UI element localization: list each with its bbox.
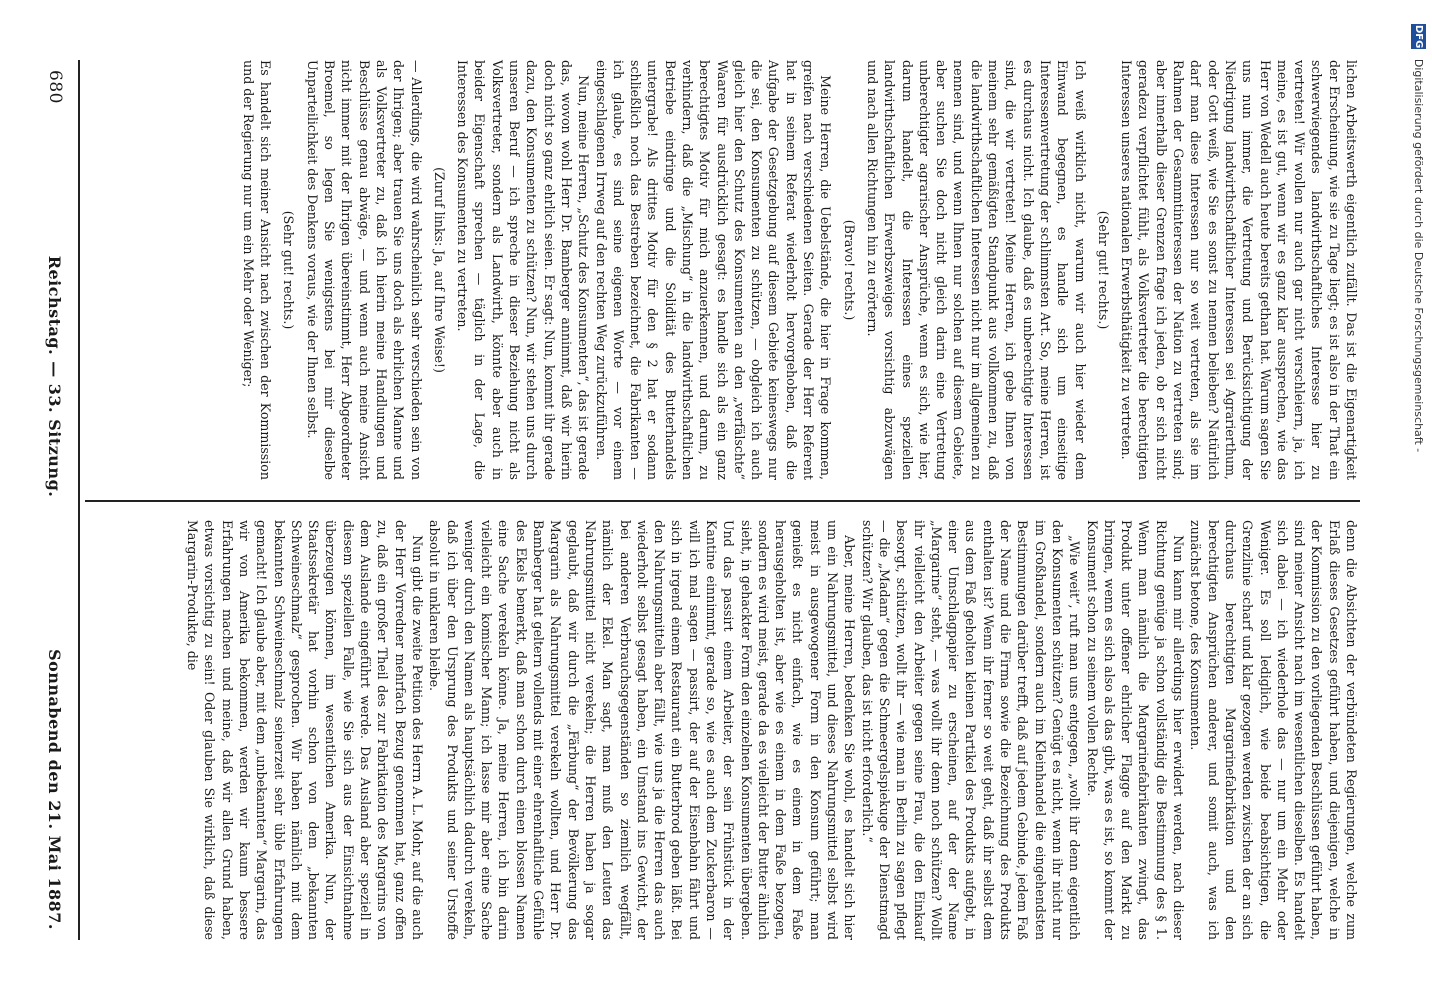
paragraph: Ich weiß wirklich nicht, warum wir auch hier wieder dem Einwand begegnen, es handle sich um einseitige Interessenvertretung der schlimmsten Art. So, meine Herren, ist es durchaus nicht. Ich glaube, daß es unberechtigte Interessen sind, die wir vertreten! Meine Herren, ich gebe Ihnen von meinem sehr gemäßigten Standpunkt aus vollkommen zu, daß die landwirthschaftlichen Interessen nicht nur im allgemeinen zu nennen sind, und wenn Ihnen nur solchen auf diesem Gebiete, aber suchen Sie doch nicht gleich darin eine Vertretung unberechtigter agrarischer Ansprüche, wenn es sich, wie hier, darum handelt, die Interessen eines speziellen landwirthschaftlichen Erwerbszweiges vorsichtig abzuwägen und nach allen Richtungen hin zu erörtern. [864, 60, 1088, 480]
page-number: 680 [45, 70, 65, 104]
paragraph: Aber, meine Herren, bedenken Sie wohl, es handelt sich hier um ein Nahrungsmittel, und dieses Nahrungsmittel selbst wird meist in ausgewogener Form in den Konsum geführt; man genießt es nicht einfach, wie es einem in dem Faße herausgeholten ist, aber wie es einem in dem Faße bezogen, sondern es wird meist, gerade da es vielleicht der Butter ähnlich sieht, in gehackter Form den einzelnen Konsumenten übergeben. Und das passirt einem Arbeiter, der sein Frühstück in der Kantine einnimmt, gerade so, wie es auch dem Zuckerbaron — will ich mal sagen — passirt, der auf der Eisenbahn fährt und sich in irgend einem Restaurant ein Butterbrod geben läßt. Bei den Nahrungsmitteln aber fällt, wie uns ja die Herren das auch wiederholt selbst gesagt haben, ein Umstand ins Gewicht, der bei anderen Verbrauchsgegenständen so ziemlich wegfällt, nämlich der Ekel. Man sagt, man muß den Leuten das Nahrungsmittel nicht verekeln; die Herren haben ja sogar geglaubt, daß wir durch die „Färbung“ der Bevölkerung das Margarin als Nahrungsmittel verekeln wollten, und Herr Dr. Bamberger hat geltern vollends mit einer ehrenhaftliche Gefühle des Ekels bemerkt, daß man schon durch einen blossen Namen eine Sache verekeln könne. Ja, meine Herren, ich bin darin vielleicht ein komischer Mann; ich lasse mir aber eine Sache weniger durch den Namen als hauptsächlich dadurch verekeln, daß ich über den Ursprung des Produkts und seiner Urstoffe absolut in unklaren bleibe. [427, 520, 858, 940]
column-divider [85, 500, 1360, 502]
left-column [90, 60, 1360, 480]
digitization-credit [1411, 24, 1426, 452]
running-header [40, 70, 70, 930]
paragraph: Nun gibt die zweite Petition des Herrn A. L. Mohr, auf die auch der Herr Vorredner mehrfach Bezug genommen hat, ganz offen zu, daß ein großer Theil des zur Fabrikation des Margarins von dem Auslande eingeführt werde. Das Ausland aber speziell in diesem speziellen Falle, wie Sie sich aus der Einsichtnahme überzeugen können, im wesentlichen Amerika. Nun, der Staatssekretär hat vorhin schon von dem „bekannten Schweineschmalz“ gesprochen. Wir haben nämlich mit dem bekannten Schweineschmalz seinerzeit sehr üble Erfahrungen gemacht! Ich glaube aber, mit dem „unbekannten“ Margarin, das wir von Amerika bekommen, werden wir kaum bessere Erfahrungen machen und meine, daß wir allen Grund haben, etwas vorsichtig zu sein! Oder glauben Sie wirklich, daß diese Margarin-Produkte, die [185, 520, 425, 940]
interjection: (Zuruf links: Ja, auf Ihre Weise!) [431, 167, 447, 373]
interjection: (Bravo! rechts.) [841, 219, 857, 321]
credit-text: Digitalisierung gefördert durch die Deutsche Forschungsgemeinschaft - [1412, 58, 1425, 453]
paragraph: Meine Herren, die Uebelstände, die hier in Frage kommen, greifen nach verschiedenen Seiten. Gerade der Herr Referent hat in seinem Referat wiederholt hervorgehoben, daß die Aufgabe der Gesetzgebung auf diesem Gebiete keineswegs nur die sei, den Konsumenten zu schützen, — obgleich ich auch gleich hier den Schutz des Konsumenten an den „verfälschte“ Waaren für ausdrücklich gesagt: es handle sich als ein ganz berechtigtes Motiv für mich anzuerkennen, und darum, zu verhindern, daß die „Mischung“ in die landwirthschaftlichen Betriebe eindringe und die Solidität des Butterhandels untergrabe! Als drittes Motiv für den § 2 hat er sodann schließlich noch das Bestreben bezeichnet, die Fabrikanten — ich glaube, es sind seine eigenen Worte — vor einem eingeschlagenen Irrweg auf den rechten Weg zurückzuführen. [593, 60, 834, 480]
paragraph: denn die Absichten der verbündeten Regierungen, welche zum Erlaß dieses Gesetzes geführt haben, und diejenigen, welche in der Kommission zu den vorliegenden Beschlüssen geführt haben, sind meiner Ansicht nach im wesentlichen dieselben. Es handelt sich dabei — ich wiederhole das — nur um ein Mehr oder Weniger. Es soll lediglich, wie beide beabsichtigen, die Grenzlinie scharf und klar gezogen werden zwischen der an sich durchaus berechtigten Margarinefabrikation und den berechtigten Ansprüchen anderer, und somit auch, was ich zunächst betone, des Konsumenten. [1188, 520, 1359, 940]
paragraph: Nun, meine Herren, „Schutz des Konsumenten“, das ist gerade das, wovon wohl Herr Dr. Bamberger annimmt, daß wir hierin doch nicht so ganz ehrlich seien. Er sagt: Nun, kommt ihr gerade dazu, den Konsumenten zu schützen? Nun, wir stehen uns durch unseren Beruf — ich spreche in dieser Beziehung nicht als Volksvertreter, sondern als Landwirth, könnte aber auch in beider Eigenschaft sprechen — täglich in der Lage, die Interessen des Konsumenten zu vertreten. [455, 60, 592, 480]
running-title-right: Sonnabend den 21. Mai 1887. [45, 649, 65, 930]
header-rule [78, 60, 80, 940]
paragraph: „Wie weit“, ruft man uns entgegen, „wollt ihr denn eigentlich den Konsumenten schützen? Genügt es nicht, wenn ihr nicht nur im Großhandel, sondern auch im Kleinhandel die eingehendsten Bestimmungen darüber trefft, daß auf jedem Gebinde, jedem Faß der Name und die Firma sowie die Bezeichnung des Produkts enthalten ist? Wenn ihr ferner so weit geht, daß ihr selbst dem aus dem Faß geholten kleinen Partikel des Produkts aufgebt, in einer Umschlagpapier zu erscheinen, auf der der Name „Margarine“ steht, — was wollt ihr denn noch schützen? Wollt ihr vielleicht den Arbeiter gegen seine Frau, die den Einkauf besorgt, schützen, wollt ihr — wie man in Berlin zu sagen pflegt — die „Madam“ gegen die Schmeergelspiekuge der Dienstmagd schützen? Wir glauben, das ist nicht erforderlich.“ [859, 520, 1083, 940]
interjection: (Sehr gut! rechts.) [281, 210, 297, 330]
paragraph: Nun kann mir allerdings hier erwidert werden, nach dieser Richtung genüge ja schon vollständig die Bestimmung des § 1. Wenn man nämlich die Margarinefabrikanten zwingt, das Produkt unter offener ehrlicher Flagge auf den Markt zu bringen, wenn es sich also als das gibt, was es ist, so kommt der Konsument schon zu seinem vollen Rechte. [1084, 520, 1187, 940]
running-title-left: Reichstag. — 33. Sitzung. [45, 255, 65, 498]
paragraph: lichen Arbeitswerth eigentlich zufällt. Das ist die Eigenartigkeit der Erscheinung, wie sie zu Tage liegt; es ist also in der That ein schwerwiegendes landwirthschaftliches Interesse hier zu vertreten! Wir wollen nur auch gar nicht verschleiern, ja, ich meine, es ist gut, wenn wir es ganz klar aussprechen, wie das Herr von Wedell auch heute bereits gethan hat. Warum sagen Sie uns nun immer, die Vertretung und Berücksichtigung der Niedrigung landwirthschaftlicher Interessen sei Agrarierthum, oder Gott weiß, wie Sie es sonst zu nennen belieben? Natürlich darf man diese Interessen nur so weit vertreten, als sie im Rahmen der Gesammtinteressen der Nation zu vertreten sind; aber innerhalb dieser Grenzen frage ich jeden, ob er sich nicht geradezu verpflichtet fühlt, als Volksvertreter die berechtigten Interessen unseres nationalen Erwerbsthätigkeit zu vertreten. [1119, 60, 1359, 480]
interjection: (Sehr gut! rechts.) [1095, 210, 1111, 330]
paragraph: Es handelt sich meiner Ansicht nach zwischen der Kommission und der Regierung nur um ein Mehr oder Weniger; [240, 60, 274, 480]
paragraph: — Allerdings, die wird wahrscheinlich sehr verschieden sein von der Ihrigen; aber trauen Sie uns doch als ehrlichen Manne und als Volksvertreter zu, daß ich hierin meine Handlungen und Beschlüsse genau abwäge, — und wenn auch meine Ansicht nicht immer mit der Ihrigen übereinstimmt, Herr Abgeordneter Broemel, so legen Sie wenigstens bei mir dieselbe Unparteilichkeit des Denkens voraus, wie der Ihnen selbst. [304, 60, 424, 480]
dfg-logo: DFG [1413, 25, 1424, 49]
right-column [90, 520, 1360, 940]
